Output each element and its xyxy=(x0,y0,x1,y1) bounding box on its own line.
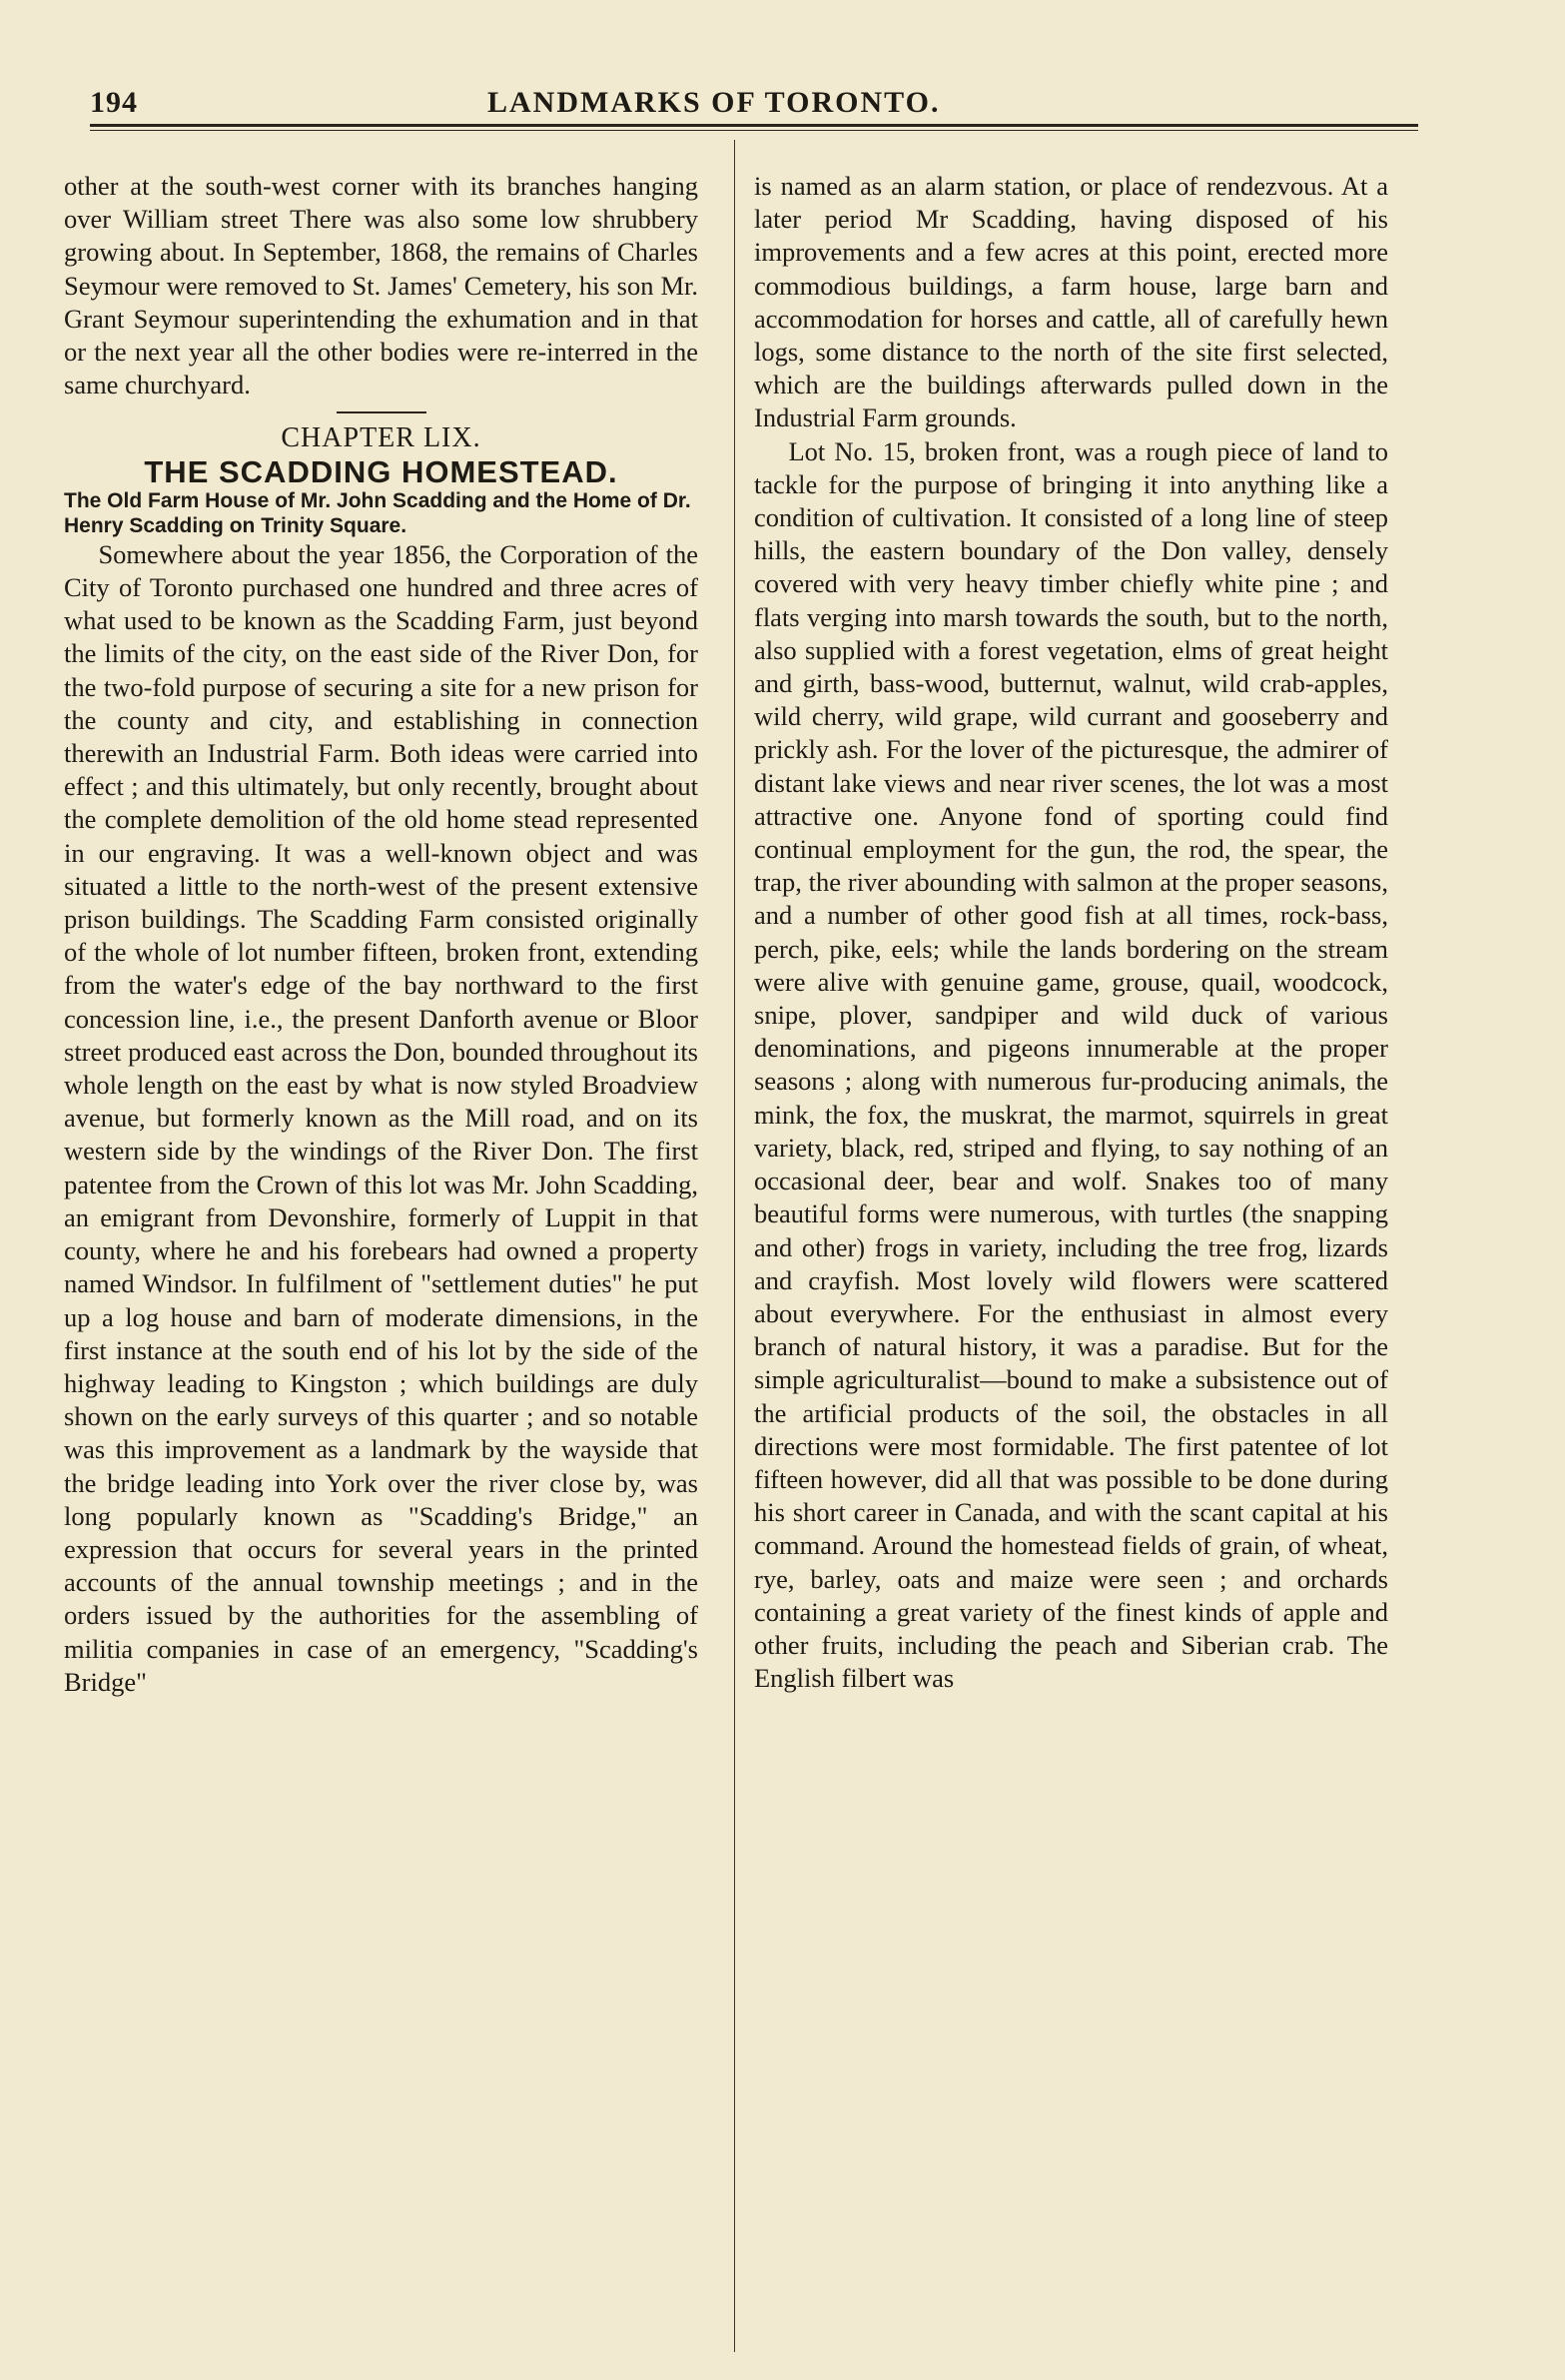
chapter-title: THE SCADDING HOMESTEAD. xyxy=(144,453,618,489)
chapter-subtitle: The Old Farm House of Mr. John Scadding and the Home of Dr. Henry Scadding on Trinity Square. xyxy=(64,488,691,537)
left-column xyxy=(64,170,698,1699)
right-column xyxy=(754,170,1388,1695)
column-divider xyxy=(734,140,735,2352)
paragraph: other at the south-west corner with its branches hanging over William street There was also some low shrubbery growing about. In September, 1868, the remains of Charles Seymour were removed to St. James' Cemetery, his son Mr. Grant Seymour superintending the exhumation and in that or the next year all the other bodies were re-interred in the same churchyard. xyxy=(64,171,698,400)
chapter-number: CHAPTER LIX. xyxy=(281,422,481,454)
page-number: 194 xyxy=(90,86,138,119)
header-rule xyxy=(90,124,1418,127)
page-header xyxy=(90,86,1418,126)
paragraph: is named as an alarm station, or place of rendezvous. At a later period Mr Scadding, having disposed of his improvements and a few acres at this point, erected more commodious buildings, a farm house, large barn and accommodation for horses and cattle, all of carefully hewn logs, some distance to the north of the site first selected, which are the buildings afterwards pulled down in the Industrial Farm grounds. xyxy=(754,171,1388,433)
paragraph: Lot No. 15, broken front, was a rough piece of land to tackle for the purpose of bringing it into anything like a condition of cultivation. It consisted of a long line of steep hills, the eastern boundary of the Don valley, densely covered with very heavy timber chiefly white pine ; and flats verging into marsh towards the south, but to the north, also supplied with a forest vegetation, elms of great height and girth, bass-wood, butternut, walnut, wild crab-apples, wild cherry, wild grape, wild currant and gooseberry and prickly ash. For the lover of the picturesque, the admirer of distant lake views and near river scenes, the lot was a most attractive one. Anyone fond of sporting could find continual employment for the gun, the rod, the spear, the trap, the river abounding with salmon at the proper seasons, and a number of other good fish at all times, rock-bass, perch, pike, eels; while the lands bordering on the stream were alive with genuine game, grouse, quail, woodcock, snipe, plover, sandpiper and wild duck of various denominations, and pigeons innumerable at the proper seasons ; along with numerous fur-producing animals, the mink, the fox, the muskrat, the marmot, squirrels in great variety, black, red, striped and flying, to say nothing of an occasional deer, bear and wolf. Snakes too of many beautiful forms were numerous, with turtles (the snapping and other) frogs in variety, including the tree frog, lizards and crayfish. Most lovely wild flowers were scattered about everywhere. For the enthusiast in almost every branch of natural history, it was a paradise. But for the simple agriculturalist—bound to make a subsistence out of the artificial products of the soil, the obstacles in all directions were most formidable. The first patentee of lot fifteen however, did all that was possible to be done during his short career in Canada, and with the scant capital at his command. Around the homestead fields of grain, of wheat, rye, barley, oats and maize were seen ; and orchards containing a great variety of the finest kinds of apple and other fruits, including the peach and Siberian crab. The English filbert was xyxy=(754,435,1388,1694)
header-rule-thin xyxy=(90,130,1418,131)
paragraph: Somewhere about the year 1856, the Corporation of the City of Toronto purchased one hundred and three acres of what used to be known as the Scadding Farm, just beyond the limits of the city, on the east side of the River Don, for the two-fold purpose of securing a site for a new prison for the county and city, and establishing in connection therewith an Industrial Farm. Both ideas were carried into effect ; and this ultimately, but only recently, brought about the complete demolition of the old home stead represented in our engraving. It was a well-known object and was situated a little to the north-west of the present extensive prison buildings. The Scadding Farm consisted originally of the whole of lot number fifteen, broken front, extending from the water's edge of the bay northward to the first concession line, i.e., the present Danforth avenue or Bloor street produced east across the Don, bounded throughout its whole length on the east by what is now styled Broadview avenue, but formerly known as the Mill road, and on its western side by the windings of the River Don. The first patentee from the Crown of this lot was Mr. John Scadding, an emigrant from Devonshire, formerly of Luppit in that county, where he and his forebears had owned a property named Windsor. In fulfilment of "settlement duties" he put up a log house and barn of moderate dimensions, in the first instance at the south end of his lot by the side of the highway leading to Kingston ; which buildings are duly shown on the early surveys of this quarter ; and so notable was this improvement as a landmark by the wayside that the bridge leading into York over the river close by, was long popularly known as "Scadding's Bridge," an expression that occurs for several years in the printed accounts of the annual township meetings ; and in the orders issued by the authorities for the assembling of militia companies in case of an emergency, "Scadding's Bridge" xyxy=(64,538,698,1697)
chapter-rule xyxy=(337,411,426,413)
running-title: LANDMARKS OF TORONTO. xyxy=(487,86,941,119)
